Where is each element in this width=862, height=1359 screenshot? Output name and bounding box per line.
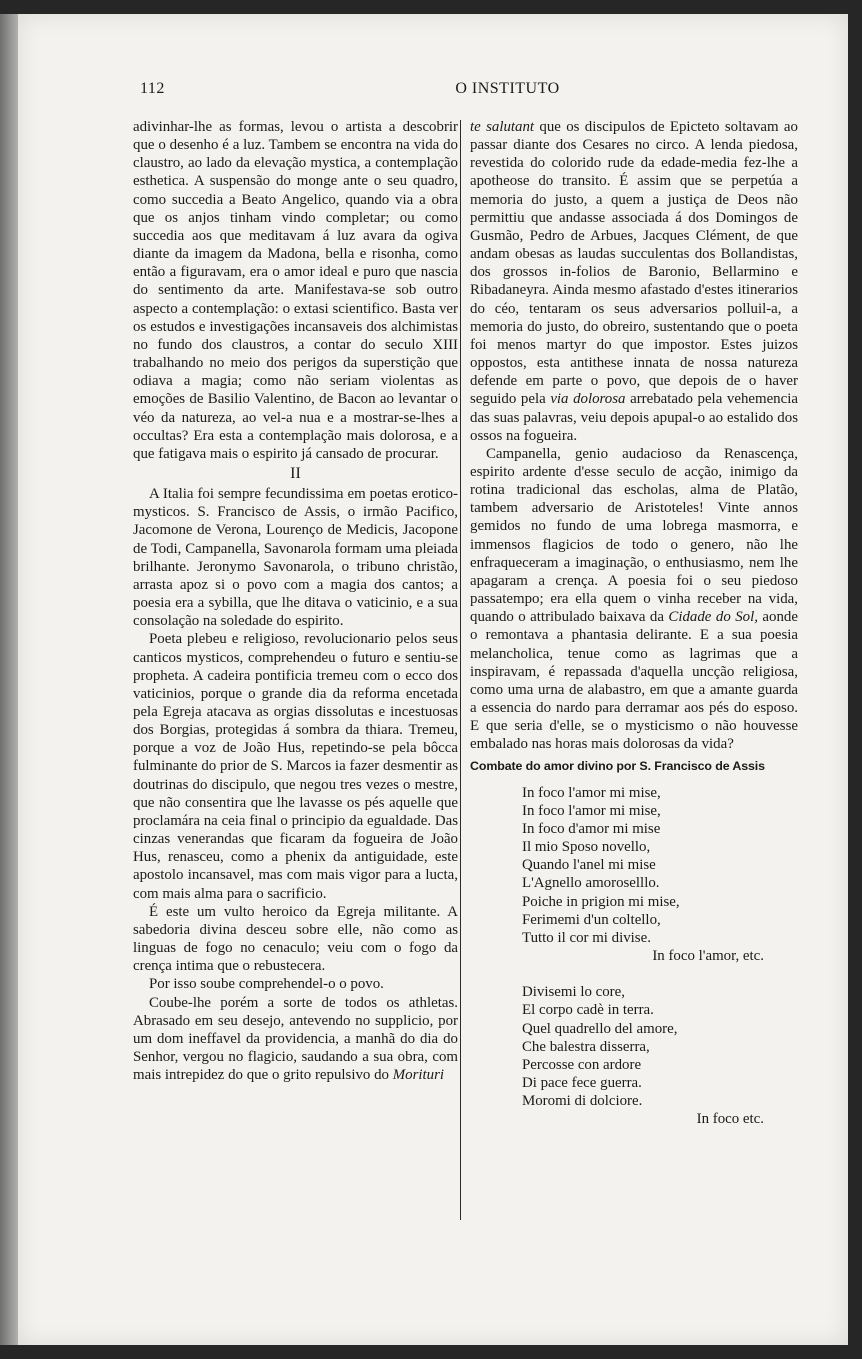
paragraph-text: que os discipulos de Epicteto soltavam ao passar diante dos Cesares no circo. A lenda piedosa, revestida do colorido rude da edade-media fez-lhe a apotheose do transito. É assim que se perpetúa a memoria do justo, a quem a justiça de Deos não permittiu que andasse associada á dos Domingos de Gusmão, Pedro de Arbues, Jacques Clément, de que andam obesas as laudas succulentas dos Bollandistas, dos grossos in-folios de Baronio, Bellarmino e Ribadaneyra. Ainda mesmo afastado d'estes itinerarios do céo, tentaram os seus adversarios polluil-a, a memoria do justo, do obreiro, sustentando que o poeta foi menos martyr do que impostor. Estes juizos oppostos, esta antithese innata de nossa natureza defende em parte o povo, que depois de o haver seguido pela: [470, 119, 798, 408]
paragraph: [133, 994, 458, 1085]
verse-line: Che balestra disserra,: [522, 1038, 650, 1055]
paragraph: [470, 445, 798, 754]
paragraph-text: Coube-lhe porém a sorte de todos os athletas. Abrasado em seu desejo, antevendo no supplicio, por um dom ineffavel da providencia, a manhã do dia do Senhor, vergou no flagicio, saudando a sua obra, com mais intrepidez do que o grito repulsivo do: [133, 994, 458, 1084]
right-column: [470, 118, 798, 1128]
verse-line: Ferimemi d'un coltello,: [522, 911, 661, 928]
paragraph-text: Campanella, genio audacioso da Renascença, espirito ardente d'esse seculo de acção, inimigo da rotina tradicional das escholas, alma de Platão, tambem adversario de Aristoteles! Vinte annos gemidos no fundo de uma lobrega masmorra, e immensos flagicios de todo o genero, não lhe enfraqueceram a imaginação, o enthusiasmo, nem lhe apagaram a crença. A poesia foi o seu piedoso passatempo; era ella quem o vinha receber na vida, quando o attribulado baixava da: [470, 445, 798, 626]
verse-line: L'Agnello amoroselllo.: [522, 875, 660, 892]
verse-line: Moromi di dolciore.: [522, 1093, 643, 1110]
poem-stanza: [522, 784, 798, 947]
poem-title: Combate do amor divino por S. Francisco de Assis: [470, 759, 765, 774]
verse-line: Quando l'anel mi mise: [522, 857, 656, 874]
paragraph-text: aonde o remontava a phantasia delirante. E a sua poesia melancholica, tenue como as lagrimas que a inspiravam, é repassada d'aquella uncção religiosa, como uma urna de alabastro, em que a amante guarda a essencia do nardo para derramar aos pés do esposo. E que seria d'elle, se o mysticismo o não houvesse embalado nas horas mais dolorosas da vida?: [470, 609, 798, 753]
verse-line: Tutto il cor mi divise.: [522, 929, 651, 946]
section-heading: II: [290, 464, 301, 482]
paragraph: A Italia foi sempre fecundissima em poetas erotico-mysticos. S. Francisco de Assis, o irmão Pacifico, Jacomone de Verona, Lourenço de Medicis, Jacopone de Todi, Campanella, Savonarola formam uma pleiada brilhante. Jeronymo Savonarola, o tribuno christão, arrasta apoz si o povo com a magia dos cantos; a poesia era a sybilla, que lhe ditava o vaticinio, e a sua consolação na soledade do espirito.: [133, 486, 458, 630]
paragraph: É este um vulto heroico da Egreja militante. A sabedoria divina desceu sobre elle, não como as linguas de fogo no cenaculo; veiu com o fogo da crença intima que o rebustecera.: [133, 903, 458, 975]
verse-line: In foco d'amor mi mise: [522, 820, 661, 837]
verse-line: El corpo cadè in terra.: [522, 1002, 654, 1019]
verse-line: Poiche in prigion mi mise,: [522, 893, 680, 910]
poem-stanza: [522, 983, 798, 1110]
paragraph: adivinhar-lhe as formas, levou o artista a descobrir que o desenho é a luz. Tambem se encontra na vida do claustro, ao lado da elevação mystica, a contemplação esthetica. A suspensão do monge ante o seu quadro, como succedia a Beato Angelico, quando via a obra que os anjos tinham vindo completar; ou como succedia aos que meditavam á luz avara da ogiva diante da imagem da Madona, bella e risonha, como então a figuravam, era o amor ideal e puro que nascia do sentimento da arte. Manifestava-se sob outro aspecto a contemplação: o extasi scientifico. Basta ver os estudos e investigações incansaveis dos alchimistas no fundo dos claustros, a contar do seculo XIII trabalhando no meio dos perigos da superstição que odiava a magia; como não seriam violentas as emoções de Basilio Valentino, de Bacon ao levantar o véo da natureza, ao vel-a nua e a mostrar-se-lhes a occultas? Era esta a contemplação mais dolorosa, e a que fatigava mais o espirito já cansado de procurar.: [133, 119, 458, 462]
poem-refrain: In foco l'amor, etc.: [652, 948, 764, 965]
latin-phrase: Morituri: [392, 1067, 445, 1084]
verse-line: Divisemi lo core,: [522, 984, 625, 1001]
paragraph: Poeta plebeu e religioso, revolucionario pelos seus canticos mysticos, comprehendeu o futuro e sentiu-se propheta. A cadeira pontificia tremeu com o ecco dos vaticinios, porque o grande dia da reforma encetada pela Egreja atacava as orgias dissolutas e incestuosas dos Borgias, protegidas á sombra da thiara. Tremeu, porque a voz de João Hus, repetindo-se pela bôcca fulminante do prior de S. Marcos ia fazer desmentir as doutrinas do discipulo, que negou tres vezes o mestre, que não consentira que lhe lavasse os pés aquelle que proclamára na ceia final o principio da egualdade. Das cinzas venerandas que ficaram da fogueira de João Hus, renasceu, como a phenix da antiguidade, este apostolo incansavel, mas com mais vigor para a lucta, com mais alma para o sacrificio.: [133, 631, 458, 902]
verse-line: In foco l'amor mi mise,: [522, 784, 661, 801]
verse-line: Il mio Sposo novello,: [522, 839, 651, 856]
verse-line: Di pace fece guerra.: [522, 1074, 642, 1091]
latin-phrase: te salutant: [470, 119, 535, 135]
paragraph: Por isso soube comprehendel-o o povo.: [149, 976, 384, 993]
poem-refrain: In foco etc.: [696, 1111, 764, 1128]
paragraph-text: arrebatado pela vehemencia das suas palavras, veiu depois apupal-o ao estalido dos ossos na fogueira.: [470, 391, 798, 444]
verse-line: In foco l'amor mi mise,: [522, 802, 661, 819]
left-column: [133, 118, 458, 1084]
page-left-edge: [0, 14, 20, 1345]
italic-phrase: via dolorosa: [550, 391, 626, 408]
verse-line: Percosse con ardore: [522, 1056, 642, 1073]
paragraph: [470, 118, 798, 445]
page-number: 112: [140, 80, 165, 97]
journal-title: O INSTITUTO: [455, 80, 560, 97]
italic-phrase: Cidade do Sol,: [668, 609, 758, 626]
column-rule: [460, 120, 461, 1220]
verse-line: Quel quadrello del amore,: [522, 1020, 678, 1037]
